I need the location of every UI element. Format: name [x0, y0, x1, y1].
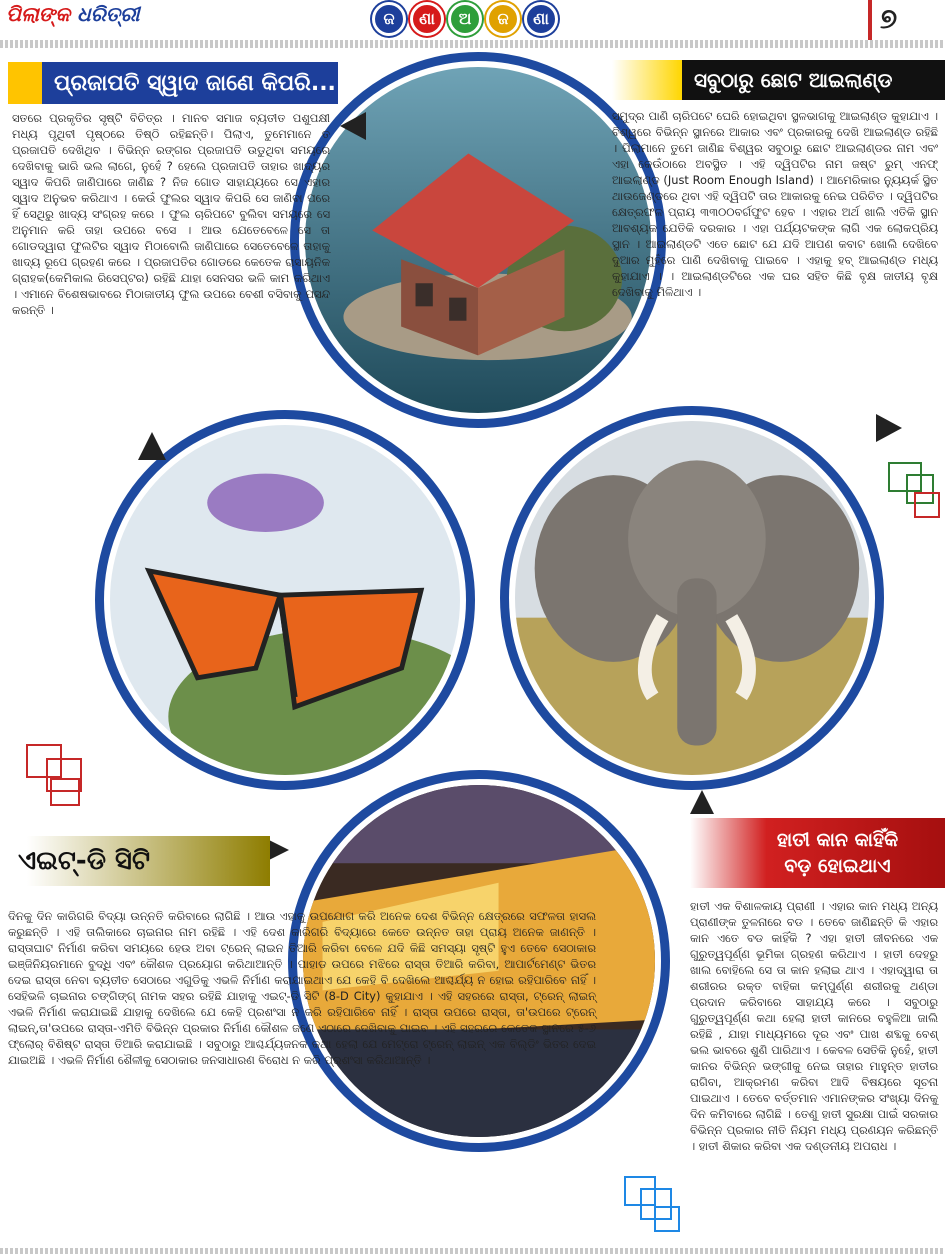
deco-square: [654, 1206, 680, 1232]
elephant-article-text: ହାତୀ ଏକ ବିଶାଳକାୟ ପ୍ରାଣୀ । ଏହାର କାନ ମଧ୍ୟ ଅନ୍ୟ ପ୍ରାଣୀଙ୍କ ତୁଳନାରେ ବଡ । ତେବେ ଜାଣିଛନ୍ତି କି ଏହାର କାନ ଏତେ ବଡ କାହିଁକି ? ଏହା ହାତୀ ଜୀବନରେ ଏକ ଗୁରୁତ୍ୱପୂର୍ଣ୍ଣ ଭୂମିକା ଗ୍ରହଣ କରିଥାଏ । ହାତୀ ଦେହରୁ ଖାଲ ବୋହିଲେ ସେ ତା କାନ ହଲାଇ ଥାଏ । ଏହାଦ୍ୱାରା ତା ଶରୀରର ରକ୍ତ ବାହିକା କମ୍ପୁର୍ଣ୍ଣ ଶରୀରକୁ ଥଣ୍ଡା ପ୍ରଦାନ କରିବାରେ ସାହାଯ୍ୟ କରେ । ସବୁଠାରୁ ଗୁରୁତ୍ୱପୂର୍ଣ୍ଣ କଥା ହେଲା ହାତୀ କାନରେ ବହୁଳିଆ ଜାଲି ରହିଛି , ଯାହା ମାଧ୍ୟମରେ ଦୂର ଏବଂ ପାଖ ଶବ୍ଦକୁ ବେଶ୍ ଭଲ ଭାବରେ ଶୁଣି ପାରିଥାଏ । କେବଳ ସେତିକି ନୁହେଁ, ହାତୀ କାନର ବିଭିନ୍ନ ଭଙ୍ଗୀକୁ ନେଇ ତାହାର ମାହୁନ୍ତ ହାତୀର ରାଗିବା, ଆକ୍ରମଣ କରିବା ଆଦି ବିଷୟରେ ସୂଚନା ପାଇଥାଏ । ତେବେ ବର୍ତ୍ତମାନ ଏମାନଙ୍କର ସଂଖ୍ୟା ଦିନକୁ ଦିନ କମିବାରେ ଲାଗିଛି । ତେଣୁ ହାତୀ ସୁରକ୍ଷା ପାଇଁ ସରକାର ବିଭିନ୍ନ ପ୍ରକାର ନୀତି ନିୟମ ମଧ୍ୟ ପ୍ରଣୟନ କରିଛନ୍ତି । ହାତୀ ଶିକାର କରିବା ଏକ ଦଣ୍ଡନୀୟ ଅପରାଧ ।: [690, 899, 938, 1153]
pointer-arrow: [876, 414, 902, 442]
city-article-text: ଦିନକୁ ଦିନ କାରିଗରି ବିଦ୍ୟା ଉନ୍ନତି କରିବାରେ ଲାଗିଛି । ଆଉ ଏହାକୁ ଉପଯୋଗ କରି ଅନେକ ଦେଶ ବିଭିନ୍ନ କ୍ଷେତ୍ରରେ ସଫଳତା ହାସଲ କରୁଛନ୍ତି । ଏହି ତାଲିକାରେ ଚାଇନାର ନାମ ରହିଛି । ଏହି ଦେଶ କାରିଗରି ବିଦ୍ୟାରେ କେତେ ଉନ୍ନତ ତାହା ପ୍ରାୟ ଅନେକ ଜାଣନ୍ତି । ରାସ୍ତାଘାଟ ନିର୍ମାଣ କରିବା ସମୟରେ ହେଉ ଅବା ଟ୍ରେନ୍ ଲାଇନ ତିଆରି କରିବା ବେଳେ ଯଦି କିଛି ସମସ୍ୟା ସୃଷ୍ଟି ହୁଏ ତେବେ ସେଠାକାର ଇଞ୍ଜିନିୟରମାନେ ବୁଦ୍ଧି ଏବଂ କୌଶଳ ପ୍ରୟୋଗ କରିଥାଆନ୍ତି । ପାହାଡ ଉପରେ ମଝିରେ ରାସ୍ତା ତିଆରି କରିବା, ଆପାର୍ଟମେଣ୍ଟ ଭିତର ଦେଇ ରାସ୍ତା ନେବା ବ୍ୟତୀତ ସେଠାରେ ଏଗୁଡିକୁ ଏଭଳି ନିର୍ମାଣ କରାଯାଇଥାଏ ଯେ କେହି ବି ଦେଖିଲେ ଆଶ୍ଚର୍ଯ୍ୟ ନ ହୋଇ ରହିପାରିବେ ନାହିଁ । ସେହିଭଳି ଚାଇନାର ଚଙ୍ଗିଙ୍ଗ୍ ନାମକ ସହର ରହିଛି ଯାହାକୁ ଏଇଟ୍‌-ଡି ସିଟି (8-D City) କୁହାଯାଏ । ଏହି ସହରରେ ରାସ୍ତା, ଟ୍ରେନ୍ ଲାଇନ୍ ଏଭଳି ନିର୍ମାଣ କରାଯାଇଛି ଯାହାକୁ ଦେଖିଲେ ଯେ କେହି ପ୍ରଶଂସା ନ କରି ରହିପାରିବେ ନାହିଁ । ରାସ୍ତା ଉପରେ ରାସ୍ତା, ତା'ଉପରେ ଟ୍ରେନ୍ ଲାଇନ୍,ତା'ଉପରେ ରାସ୍ତା-ଏମିତି ବିଭିନ୍ନ ପ୍ରକାର ନିର୍ମାଣ କୌଶଳ ଜଣେ ଏଠାରେ ଦେଖିବାକୁ ପାଇବ । ଏହି ସହରରେ କେତେକ ସ୍ଥାନରେ ୫-୬ ଫ୍ଲୋର୍ ବିଶିଷ୍ଟ ରାସ୍ତା ତିଆରି କରାଯାଇଛି । ସବୁଠାରୁ ଆଶ୍ଚର୍ଯ୍ୟଜନକ କଥା ହେଲା ଯେ ମେଟ୍ରୋ ଟ୍ରେନ୍ ଲାଇନ୍ ଏକ ବିଲ୍ଡିଂ ଭିତର ଦେଇ ଯାଇଅଛି । ଏଭଳି ନିର୍ମାଣ ଶୈଳୀକୁ ସେଠାକାର ଜନସାଧାରଣ ବିରୋଧ ନ କରି ପ୍ରଶଂସା କରିଥାଆନ୍ତି ।: [8, 909, 596, 1067]
butterfly-photo: [110, 425, 460, 775]
elephant-photo-circle: [500, 406, 884, 790]
top-divider: [0, 40, 945, 48]
island-heading: ସବୁଠାରୁ ଛୋଟ ଆଇଲାଣ୍ଡ: [612, 60, 945, 100]
butterfly-article-text: ସତରେ ପ୍ରକୃତିର ସୃଷ୍ଟି ବିଚିତ୍ର । ମାନବ ସମାଜ ବ୍ୟତୀତ ପଶୁପକ୍ଷୀ ମଧ୍ୟ ପୃଥିବୀ ପୃଷ୍ଠରେ ତିଷ୍ଠି ରହିଛନ୍ତି। ପିଲାଏ, ତୁମେମାନେ ତ ପ୍ରଜାପତି ଦେଖିଥିବ । ବିଭିନ୍ନ ରଙ୍ଗର ପ୍ରଜାପତି ଉଡୁଥିବା ସମୟରେ ଦେଖିବାକୁ ଭାରି ଭଲ ଲାଗେ, ନୁହେଁ ? ହେଲେ ପ୍ରଜାପତି ତାହାର ଖାଦ୍ୟର ସ୍ୱାଦ କିପରି ଜାଣିପାରେ ଜାଣିଛ ? ନିଜ ଗୋଡ ସାହାଯ୍ୟରେ ସେ ଏହାର ସ୍ୱାଦ ଅନୁଭବ କରିଥାଏ । କେଉଁ ଫୁଲର ସ୍ୱାଦ କିପରି ସେ ଜାଣିବା ପରେ ହିଁ ସେଥିରୁ ଖାଦ୍ୟ ସଂଗ୍ରହ କରେ । ଫୁଲ ଚାରିପଟେ ବୁଲିବା ସମୟରେ ସେ ଅନୁମାନ କରି ତାହା ଉପରେ ବସେ । ଆଉ ଯେତେବେଳେ ସେ ତା ଗୋଡଦ୍ୱାରା ଫୁଲଟିର ସ୍ୱାଦ ମିଠାବୋଲି ଜାଣିପାରେ ସେତେବେଳେ ତାହାକୁ ଖାଦ୍ୟ ରୂପେ ଗ୍ରହଣ କରେ । ପ୍ରଜାପତିର ଗୋଡରେ କେତେକ ରାସାୟନିକ ଗ୍ରାହକ(କେମିକାଲ ରିସେପ୍ଟର) ରହିଛି ଯାହା ସେନସର ଭଳି କାମ କରିଥାଏ । ଏମାନେ ବିଶେଷଭାବରେ ମିଠାଜାତୀୟ ଫୁଲ ଉପରେ ବେଶୀ ବସିବାକୁ ପସନ୍ଦ କରନ୍ତି ।: [12, 111, 330, 317]
title-letter: ଜ: [372, 2, 406, 36]
butterfly-photo-circle: [95, 410, 475, 790]
pointer-arrow: [138, 432, 166, 460]
page-number: ୭: [880, 2, 898, 35]
island-photo-circle: [290, 52, 666, 428]
pointer-arrow: [690, 790, 714, 814]
elephant-heading: ହାତୀ କାନ କାହିଁକି ବଡ଼ ହୋଇଥାଏ: [690, 818, 945, 888]
deco-square: [50, 778, 80, 806]
city-heading: ଏଇଟ୍‌-ଡି ସିଟି: [0, 836, 270, 886]
title-letter: ଣା: [410, 2, 444, 36]
bottom-divider: [0, 1248, 945, 1254]
section-title: [372, 2, 558, 36]
pointer-arrow: [340, 112, 366, 140]
elephant-photo: [515, 421, 869, 775]
title-letter: ଅ: [448, 2, 482, 36]
title-letter: ଜ: [486, 2, 520, 36]
brand-logo: ପିଲାଙ୍କ ଧରିତ୍ରୀ: [6, 2, 140, 26]
page-number-divider: [868, 0, 872, 40]
island-article-text: ସମୁଦ୍ର ପାଣି ଚାରିପଟେ ଘେରି ହୋଇଥିବା ସ୍ଥଳଭାଗକୁ ଆଇଲାଣ୍ଡ କୁହାଯାଏ । ବିଶ୍ୱରେ ବିଭିନ୍ନ ସ୍ଥାନରେ ଆକାର ଏବଂ ପ୍ରକାରକୁ ଦେଖି ଆଇଲାଣ୍ଡ ରହିଛି । ପିଲାମାନେ ତୁମେ ଜାଣିଛ ବିଶ୍ୱର ସବୁଠାରୁ ଛୋଟ ଆଇଲାଣ୍ଡର ନାମ ଏବଂ ଏହା କେଉଁଠାରେ ଅବସ୍ଥିତ । ଏହି ଦ୍ୱିପଟିର ନାମ ଜଷ୍ଟ ରୁମ୍ ଏନଫ୍ ଆଇଲାଣ୍ଡ (Just Room Enough Island) । ଆମେରିକାର ନ୍ୟୁୟର୍କ ସ୍ଥିତ ଥାଉଜେଣ୍ଡରେ ଥିବା ଏହି ଦ୍ୱିପଟି ତାର ଆକାରକୁ ନେଇ ପରିଚିତ । ଦ୍ୱିପଟିର କ୍ଷେତ୍ରଫଳ ପ୍ରାୟ ୩୩୦୦ବର୍ଗଫୁଟ ହେବ । ଏହାର ଅର୍ଥ ଖାଲି ଏତିକି ସ୍ଥାନ ଆବଶ୍ୟକ ଯେତିକି ଦରକାର । ଏହା ପର୍ଯ୍ୟଟକଙ୍କ ଲାଗି ଏକ ଲୋକପ୍ରିୟ ସ୍ଥାନ । ଆଇଲାଣ୍ଡଟି ଏତେ ଛୋଟ ଯେ ଯଦି ଆପଣ କବାଟ ଖୋଲି ଦେଖିବେ ଦୁଆର ମୁହଁରେ ପାଣି ଦେଖିବାକୁ ପାଇବେ । ଏହାକୁ ହବ୍ ଆଇଲାଣ୍ଡ ମଧ୍ୟ କୁହାଯାଏ । । ଆଇଲାଣ୍ଡଟିରେ ଏକ ଘର ସହିତ କିଛି ବୃକ୍ଷ ଜାତୀୟ ବୃକ୍ଷ ଦେଖିବାକୁ ମିଳିଥାଏ ।: [612, 109, 938, 299]
deco-square: [914, 492, 940, 518]
butterfly-heading: ପ୍ରଜାପତି ସ୍ୱାଦ ଜାଣେ କିପରି...: [8, 62, 338, 104]
title-letter: ଣା: [524, 2, 558, 36]
